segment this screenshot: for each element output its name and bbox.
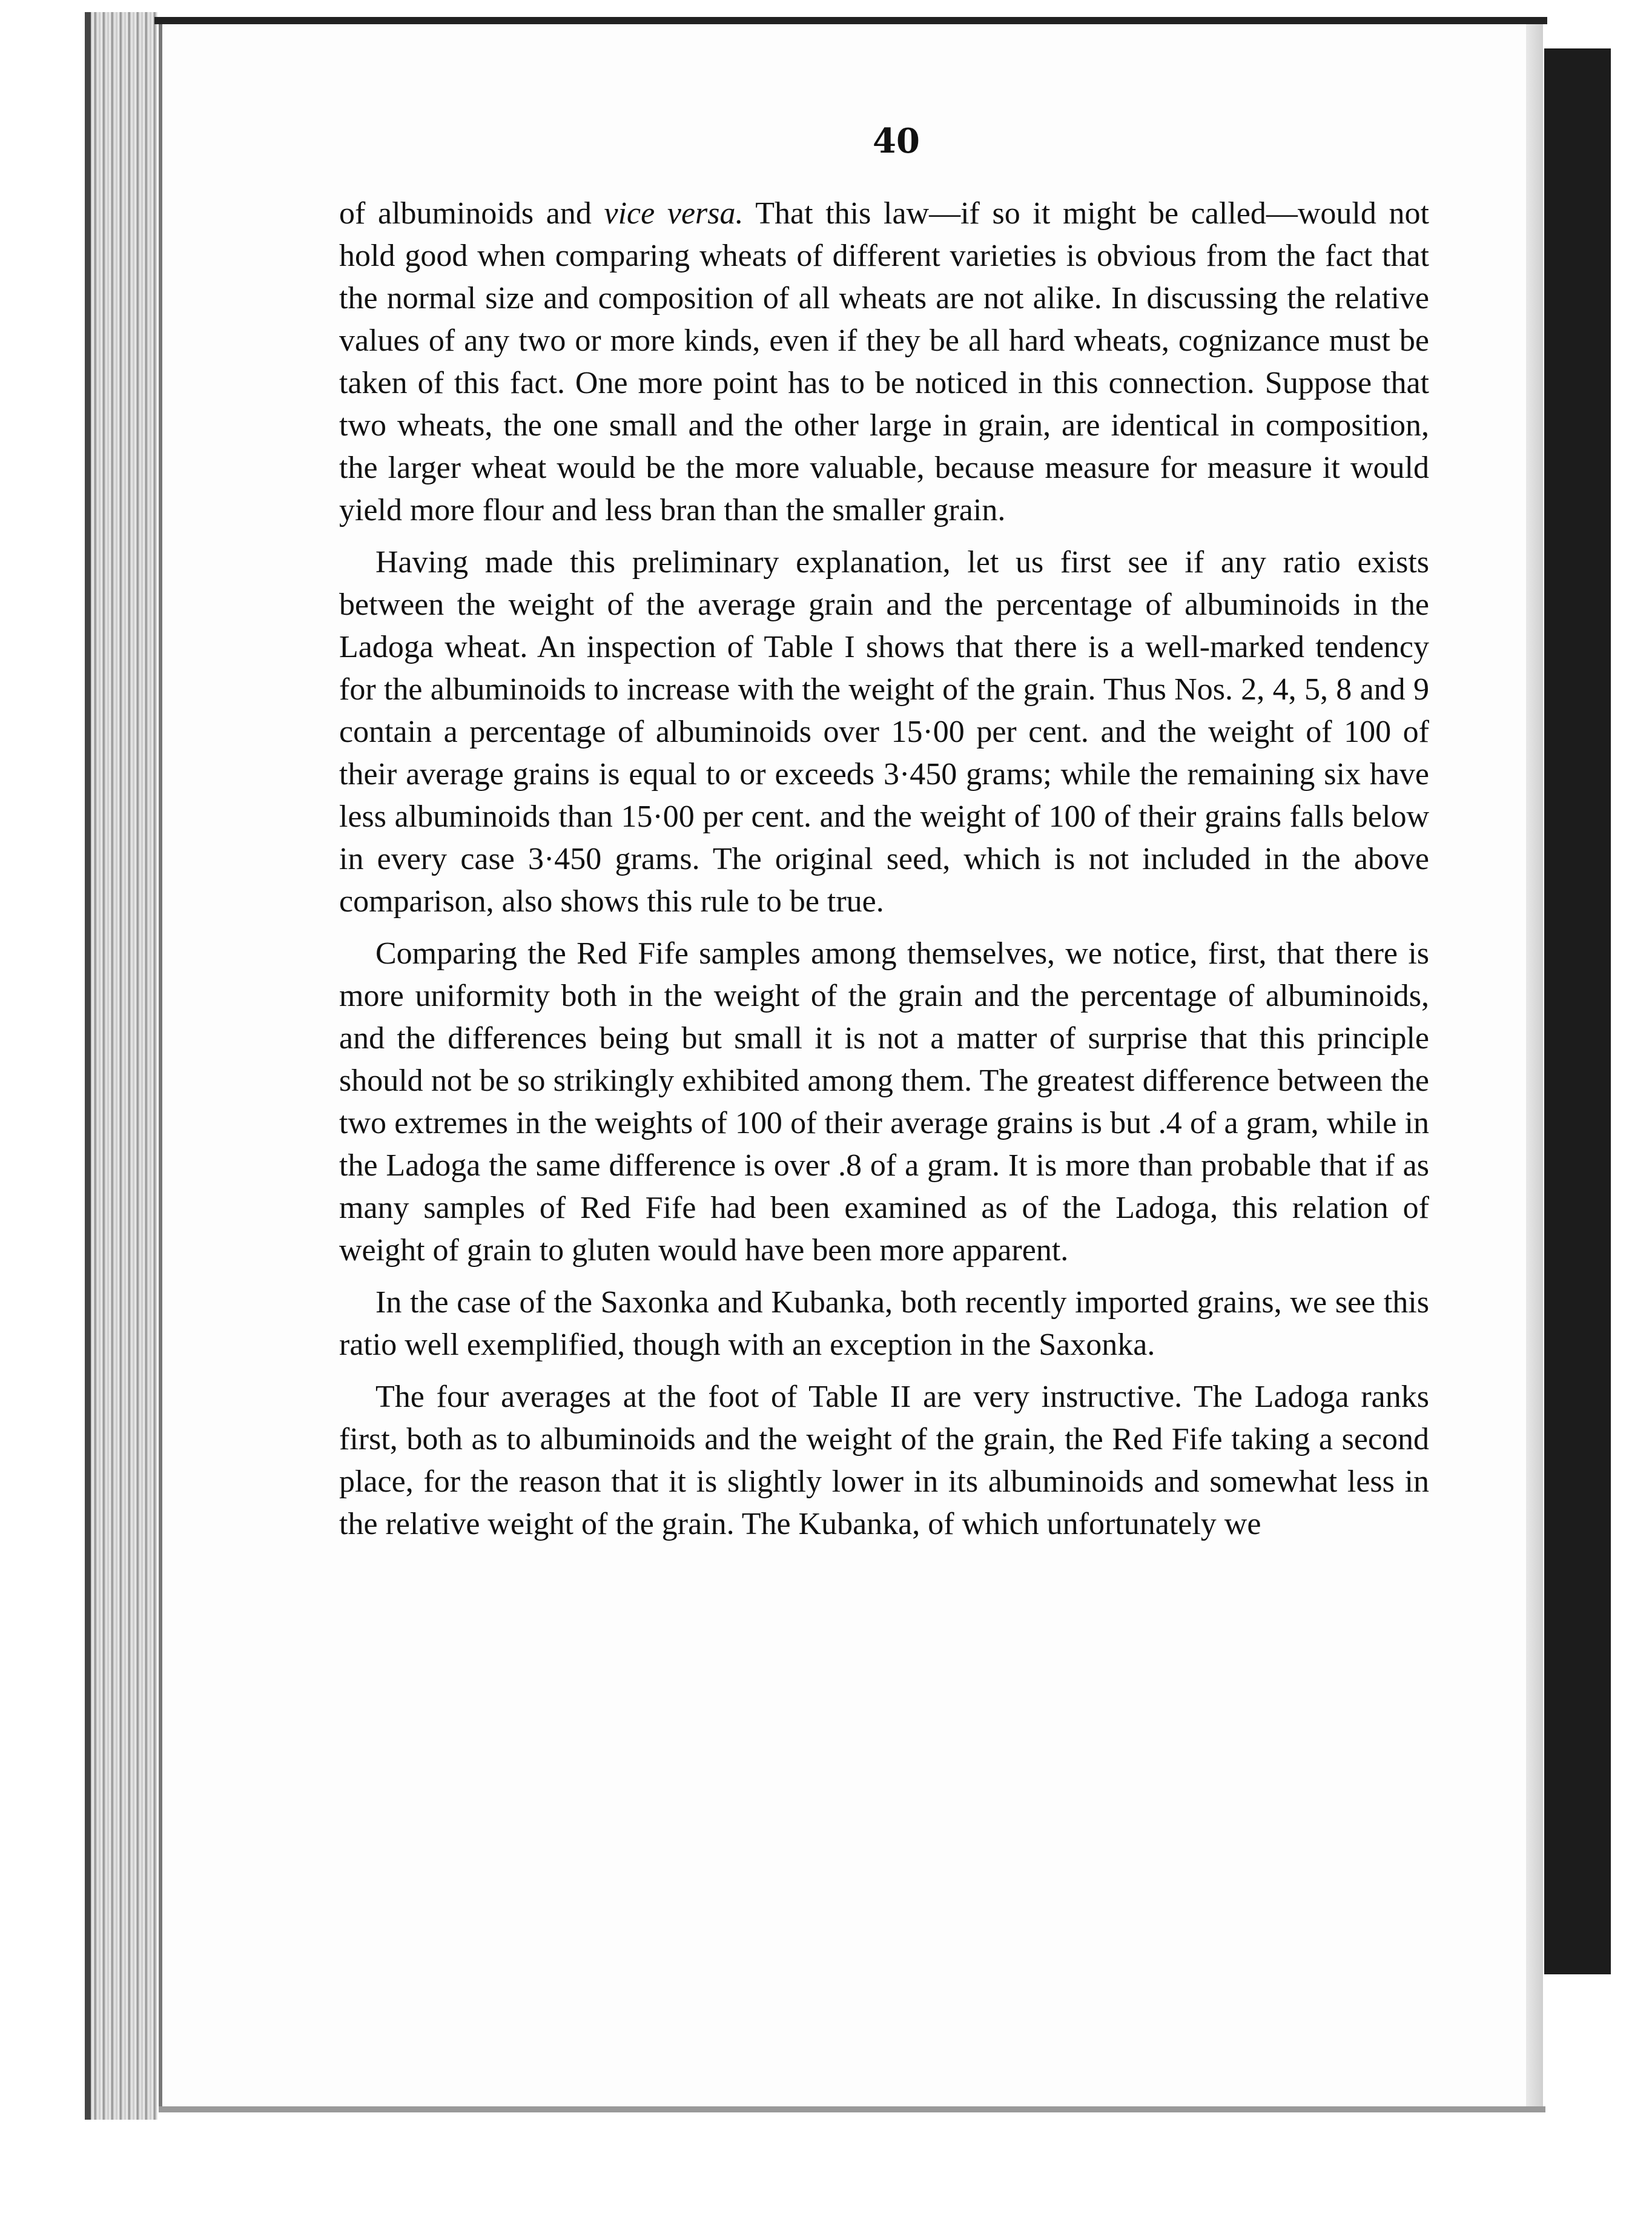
scan-margin-right: [1611, 42, 1652, 1980]
paragraph-1: [339, 193, 1429, 532]
page-right-shadow: [1526, 24, 1543, 2108]
page-bottom-edge: [159, 2106, 1545, 2112]
book-page-edges: [91, 12, 157, 2120]
paragraph-5: The four averages at the foot of Table II are very instructive. The Ladoga ranks first, both as to albuminoids and the weight of the grain, the Red Fife taking a second place, for the reason that it is slightly lower in its albuminoids and somewhat less in the relative weight of the grain. The Kubanka, of which unfortunately we: [339, 1380, 1429, 1541]
paragraph-3: Comparing the Red Fife samples among themselves, we notice, first, that there is more uniformity both in the weight of the grain and the percentage of albuminoids, and the differences being but small it is not a matter of surprise that this principle should not be so strikingly exhibited among them. The greatest difference between the two extremes in the weights of 100 of their average grains is but .4 of a gram, while in the Ladoga the same difference is over .8 of a gram. It is more than probable that if as many samples of Red Fife had been examined as of the Ladoga, this relation of weight of grain to gluten would have been more apparent.: [339, 936, 1429, 1268]
paragraph-4: In the case of the Saxonka and Kubanka, both recently imported grains, we see this ratio well exemplified, though with an exception in the Saxonka.: [339, 1285, 1429, 1362]
paragraph-1-italic: vice versa.: [604, 196, 744, 231]
paragraph-2: Having made this preliminary explanation, let us first see if any ratio exists between the weight of the average grain and the percentage of albuminoids in the Ladoga wheat. An inspection of Table I shows that there is a well-marked tendency for the albuminoids to increase with the weight of the grain. Thus Nos. 2, 4, 5, 8 and 9 contain a percentage of albuminoids over 15·00 per cent. and the weight of 100 of their average grains is equal to or exceeds 3·450 grams; while the remaining six have less albuminoids than 15·00 per cent. and the weight of 100 of their grains falls below in every case 3·450 grams. The original seed, which is not included in the above comparison, also shows this rule to be true.: [339, 545, 1429, 919]
top-edge-rule: [154, 17, 1547, 24]
paragraph-1-lead: of albuminoids and: [339, 196, 604, 231]
page-number: 40: [873, 121, 920, 161]
book-cover-edge: [1544, 48, 1611, 1974]
paragraph-1-rest: That this law—if so it might be called—would not hold good when comparing wheats of different varieties is obvious from the fact that the normal size and composition of all wheats are not alike. In discussing the relative values of any two or more kinds, even if they be all hard wheats, cognizance must be taken of this fact. One more point has to be noticed in this connection. Suppose that two wheats, the one small and the other large in grain, are identical in composition, the larger wheat would be the more valuable, because measure for measure it would yield more flour and less bran than the smaller grain.: [339, 196, 1429, 527]
body-text: [339, 193, 1429, 1555]
